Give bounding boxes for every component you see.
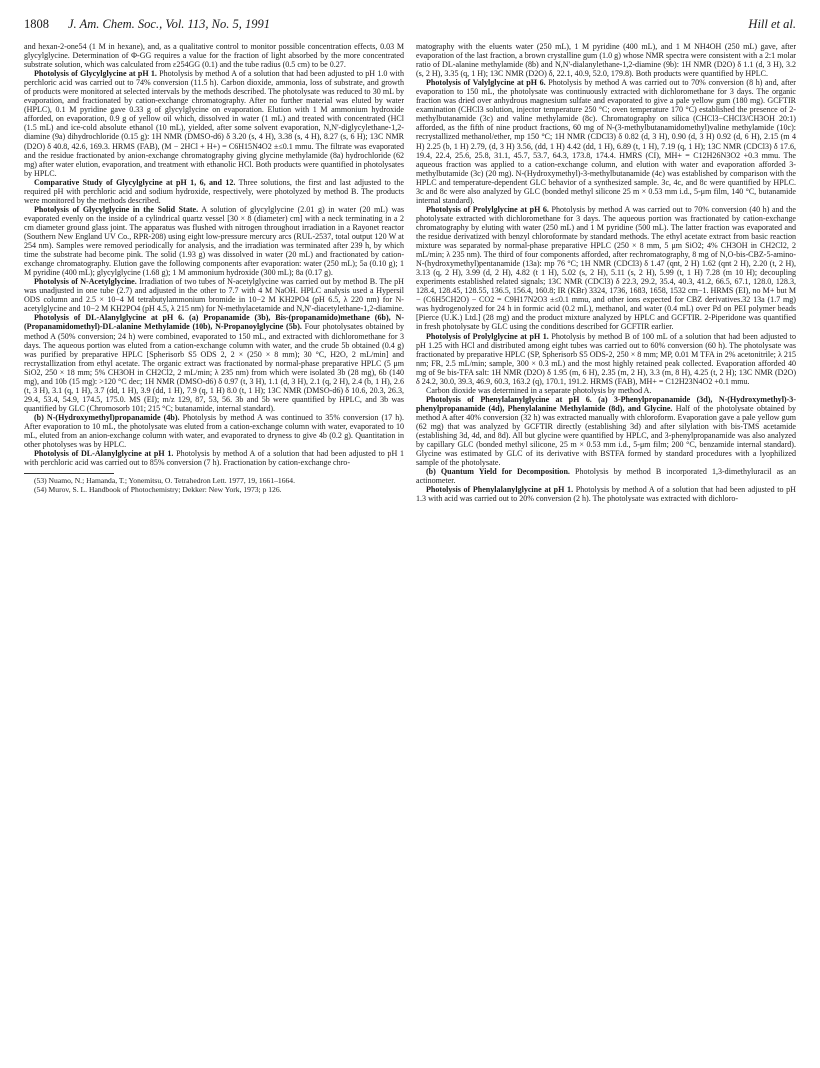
paragraph-text: Three solutions, the first and last adjusted to the required pH with perchloric acid and sodium hydroxide, respectively, were photolyzed by method B. The products were monitored by the methods described. — [24, 177, 404, 205]
paragraph — [24, 313, 404, 413]
paragraph-text: and hexan-2-one54 (1 M in hexane), and, as a qualitative control to monitor possible concentration effects, 0.03 M glycylglycine. Determination of Φ-GG requires a value for the fraction of light absorbed by the more concentrated substrate solution, which was calculated from ε254GG (0.1) and the tube radius (0.5 cm) to be 0.27. — [24, 42, 404, 70]
paragraph — [416, 332, 796, 386]
run-in-heading: Photolysis of Valylglycine at pH 6. — [426, 78, 546, 88]
journal-citation: J. Am. Chem. Soc., Vol. 113, No. 5, 1991 — [68, 17, 270, 31]
run-in-heading: (b) N-(Hydroxymethyl)propanamide (4b). — [34, 412, 180, 422]
paragraph-text: A solution of glycylglycine (2.01 g) in water (20 mL) was evaporated evenly on the inside of a cylindrical quartz vessel [30 × 8 (diameter) cm] with a neck terminating in a 2 cm diameter ground glass joint. The apparatus was flushed with nitrogen throughout irradiation in a Rayonet reactor (Southern New England UV Co., RPR-208) using eight low-pressure mercury arcs (RUL-2537, total output 120 W at 254 nm). Samples were removed periodically for analysis, and the irradiation was terminated after 239 h, by which time the substrate had become pink. The solid (1.93 g) was dissolved in water (20 mL) and fractionated by cation-exchange chromatography. Elution gave the following components after evaporation: water (250 mL); 5a (0.10 g); 1 M pyridine (400 mL); glycylglycine (1.68 g); 1 M ammonium hydroxide (300 mL); 8a (0.17 g). — [24, 204, 404, 278]
page-header — [24, 14, 796, 34]
paragraph-text: Photolysis by method A was continued to 35% conversion (17 h). After evaporation to 10 mL, the photolysate was eluted from a cation-exchange column with water, evaporated to 10 mL, eluted from an anion-exchange column with water, and evaporated to dryness to give 4b (0.2 g). Quantitation in other photolyses was by HPLC. — [24, 412, 405, 450]
paragraph-text: matography with the eluents water (250 mL), 1 M pyridine (400 mL), and 1 M NH4OH (250 mL) gave, after evaporation of the last fraction, a brown crystalline gum (1.0 g) whose NMR spectra were consistent with a 2:1 molar ratio of DL-alanine methylamide (8b) and N,N'-dialanylethane-1,2-diamine (9b): 1H NMR (D2O) δ 1.1 (d, 3 H), 3.2 (s, 2 H), 3.35 (q, 1 H); 13C NMR (D2O) δ, 22.1, 40.9, 52.0, 179.8). Both products were quantified by HPLC. — [416, 42, 796, 79]
paragraph-text: Half of the photolysate obtained by method A after 40% conversion (32 h) was extracted manually with chloroform. Evaporation gave a pale yellow gum (62 mg) that was analyzed by GCFTIR directly (establishing 3d) and after silylation with bis-TMS acetamide (establishing 3d, 4d, and 8d). All but glycine were quantified by HPLC, and 3-phenylpropanamide was also analyzed by capillary GLC (bonded methyl silicone, 25 m × 0.53 mm i.d., 5-μm film; 200 °C, benzamide internal standard). Glycine was estimated by GLC of its derivative with BSTFA formed by standard procedures with a lyophilized sample of the photolysate. — [416, 403, 796, 468]
left-column — [24, 42, 404, 494]
paragraph-text: Photolysis by method A of a solution that had been adjusted to pH 1 with perchloric acid was carried out to 85% conversion (7 h). Fractionation by cation-exchange chro- — [24, 449, 404, 468]
run-in-heading: Photolysis of DL-Alanylglycine at pH 1. — [34, 449, 174, 459]
footnote: (54) Murov, S. L. Handbook of Photochemistry; Dekker: New York, 1973; p 126. — [34, 484, 282, 494]
paragraph — [416, 78, 796, 205]
footnote: (53) Nuamo, N.; Hamanda, T.; Yonemitsu, O. Tetrahedron Lett. 1977, 19, 1661–1664. — [34, 476, 295, 486]
paragraph — [416, 467, 796, 485]
paragraph — [24, 178, 404, 205]
run-in-heading: Photolysis of N-Acetylglycine. — [34, 277, 137, 287]
page-number: 1808 — [24, 17, 49, 31]
paragraph — [416, 205, 796, 332]
run-in-heading: Photolysis of Phenylalanylglycine at pH 1. — [426, 485, 574, 495]
paragraph-text: Four photolysates obtained by method A (50% conversion; 24 h) were combined, evaporated to 150 mL, and extracted with dichloromethane for 3 days. The aqueous portion was eluted from a cation-exchange column with water, and the crude 5b obtained (0.4 g) was purified by preparative HPLC [Spherisorb S5 ODS 2, 2 × (250 × 8 mm); 30 °C, H2O, 2 mL/min] and recrystallization from ethyl acetate. The organic extract was fractionated by normal-phase preparative HPLC (5 μm SiO2, 250 × 18 mm; 5% CH3OH in CH2Cl2, 2 mL/min; λ 235 nm) from which were isolated 3b (28 mg), 6b (140 mg), and 10b (15 mg): >120 °C dec; 1H NMR (DMSO-d6) δ 0.97 (t, 3 H), 1.1 (d, 3 H), 2.1 (q, 2 H), 2.4 (b, 1 H), 2.6 (t, 3 H), 3.1 (q, 1 H), 3.7 (dd, 1 H), 3.9 (dd, 1 H), 7.9 (q, 1 H) 8.0 (t, 1 H); 13C NMR (DMSO-d6) δ 10.6, 20.3, 26.3, 29.4, 53.4, 54.9, 174.5, 175.0. MS (EI); m/z 129, 87, 53, 56. 3b and 5b were quantified by HPLC, and 3b was quantified by GLC (Chromosorb 101; 215 °C; butanamide, internal standard). — [24, 322, 404, 413]
run-in-heading: Photolysis of Glycylglycine at pH 1. — [34, 69, 157, 79]
paragraph-text: Photolysis by method B incorporated 1,3-dimethyluracil as an actinometer. — [416, 467, 796, 486]
run-in-heading: Photolysis of Prolylglycine at pH 6. — [426, 204, 549, 214]
paragraph-text: Carbon dioxide was determined in a separate photolysis by method A. — [426, 385, 652, 395]
run-in-heading: Photolysis of DL-Alanylglycine at pH 6. (a) Propanamide (3b), Bis-(propanamido)methane (6b), N-(Propanamidomethyl)-DL-alanine Methylamide (10b), N-Propanoylglycine (5b). — [24, 313, 404, 332]
paragraph-text: Irradiation of two tubes of N-acetylglycine was carried out by method B. The pH was unadjusted in one tube (2.7) and adjusted in the other to 7.7 with 4 M NaOH. HPLC analysis used a Hypersil ODS column and 2.5 × 10−4 M tetrabutylammonium bromide in 10−2 M KH2PO4 (pH 6.5, λ 220 nm) for N-acetylglycine and 10−2 M KH2PO4 (pH 4.5, λ 215 nm) for N-methylacetamide and N,N'-diacetylethane-1,2-diamine. — [24, 277, 404, 314]
paragraph-text: Photolysis by method A of a solution that had been adjusted to pH 1.0 with perchloric acid was carried out to 74% conversion (11.5 h). Carbon dioxide, ammonia, loss of substrate, and growth of products were monitored at selected intervals by the methods described. The photolysate was reduced to 30 mL by evaporation, and fractionated by cation-exchange chromatography. After no further material was eluted by water (HPLC), 0.1 M pyridine gave 0.33 g of glycylglycine on evaporation. Elution with 1 M ammonium hydroxide afforded, on evaporation, 0.9 g of yellow oil which, dissolved in water (1 mL) and treated with concentrated (HCl (1.5 mL) and ice-cold absolute ethanol (10 mL), yielded, after some solvent evaporation, N,N'-diglycylethane-1,2-diamine (9a) dihydrochloride (0.15 g): 1H NMR (DMSO-d6) δ 3.20 (s, 4 H), 3.38 (s, 4 H), 8.27 (s, 6 H); 13C NMR (D2O) δ 40.8, 42.6, 169.3. HRMS (FAB), (M − 2HCl + H+) = C6H15N4O2 ±≤0.1 mmu. The filtrate was evaporated and the residue fractionated by anion-exchange chromatography giving glycine methylamide (8a) hydrochloride (62 mg) after water elution, evaporation, and treatment with ethanolic HCl. Both products were quantified in photolysates by HPLC. — [24, 69, 404, 178]
paragraph — [416, 485, 796, 503]
right-column — [416, 42, 796, 503]
paragraph — [416, 395, 796, 467]
paragraph-text: Photolysis by method A was carried out to 70% conversion (40 h) and the photolysate extracted with dichloromethane for 3 days. The aqueous portion was fractionated by cation-exchange chromatography by eluting with water (250 mL) and 1 M pyridine (500 mL). The latter fraction was evaporated and the residue derivatized with benzyl chloroformate by standard methods. The ethyl acetate extract from basic reaction mixture was separated by normal-phase preparative HPLC (250 × 8 mm, 5 μm SiO2; 4% CH3OH in CH2Cl2, 2 mL/min; λ 235 nm). The third of four components afforded, after rechromatography, 8 mg of N,O-bis-CBZ-5-amino-N-(hydroxymethyl)pentanamide (13a): mp 76 °C; 1H NMR (CDCl3) δ 1.47 (qnt, 2 H) 1.62 (qnt 2 H), 2.20 (t, 2 H), 3.13 (q, 2 H), 3.99 (d, 2 H), 4.82 (t 1 H), 5.02 (s, 2 H), 5.11 (s, 2 H), 5.99 (t, 1 H) 7.28 (m 10 H); decoupling experiments established related signals; 13C NMR (CDCl3) δ 22.3, 29.2, 35.4, 40.3, 41.2, 66.5, 67.1, 128.0, 128.3, 128.4, 128.45, 128.55, 136.5, 156.4, 160.8; IR (KBr) 3324, 1736, 1683, 1658, 1532 cm−1. HRMS (EI), no M+ but M − (C6H5CH2O) − CO2 = C9H17N2O3 ±≤0.1 mmu, and other ions expected for CBZ derivatives.32 13a (1.7 mg) was hydrogenolyzed for 24 h in formic acid (0.2 mL), methanol, and water (0.4 mL) over Pd on PEI polymer beads [Pierce (U.K.) Ltd.] (28 mg) and the product mixture analyzed by HPLC and GCFTIR. 2-Piperidone was quantified in fresh photolysate by GLC using the conditions described for GCFTIR earlier. — [416, 204, 796, 332]
paragraph — [416, 42, 796, 78]
paragraph — [24, 205, 404, 277]
run-in-heading: (b) Quantum Yield for Decomposition. — [426, 467, 570, 477]
paragraph — [24, 413, 404, 449]
running-authors: Hill et al. — [748, 17, 796, 31]
run-in-heading: Photolysis of Glycylglycine in the Solid State. — [34, 204, 199, 214]
run-in-heading: Photolysis of Phenylalanylglycine at pH 6. (a) 3-Phenylpropanamide (3d), N-(Hydroxymethyl)-3-phenylpropanamide (4d), Phenylalanine Methylamide (8d), and Glycine. — [416, 394, 796, 413]
paragraph-text: Photolysis by method A was carried out to 70% conversion (8 h) and, after evaporation to 150 mL, the photolysate was continuously extracted with dichloromethane for 3 days. The organic fraction was dried over anhydrous magnesium sulfate and evaporated to give a pale yellow gum (180 mg). GCFTIR examination (CHCl3 solution, injector temperature 250 °C; oven temperature 170 °C) established the presence of 2-methylbutanamide (3c) and valine methylamide (8c). Chromatography on silica (CHCl3−CHCl3/CH3OH 20:1) afforded, as the fifth of nine product fractions, 60 mg of N-(3-methylbutanamidomethyl)valine methylamide (10c): recrystallized methanol/ether, mp 150 °C; 1H NMR (CDCl3) δ 0.82 (d, 3 H), 0.90 (d, 3 H) 0.92 (d, 6 H), 2.15 (m 4 H) 2.25 (b, 1 H) 2.79, (d, 3 H) 3.56, (dd, 1 H) 4.42 (dd, 1 H), 6.89 (t, 1 H), 7.19 (q, 1 H); 13C NMR (CDCl3) δ 17.6, 19.4, 22.4, 25.6, 25.8, 31.1, 45.7, 53.7, 64.3, 173.8, 174.4. HMRS (CI), MH+ = C12H26N3O2 +0.3 mmu. The aqueous fraction was applied to a cation-exchange column, and elution with water and evaporation afforded 3-methylbutamide (3c) (20 mg). N-(Hydroxymethyl)-3-methylbutanamide (4c) was established by comparison with the HPLC and temperature-dependent GLC behavior of a synthesized sample. 3c, 4c, and 8c were quantified by HPLC. 3c and 8c were also analyzed by GLC (bonded methyl silicone 25 m × 0.53 mm i.d., 5-μm film, 140 °C, butanamide internal standard). — [416, 78, 796, 205]
paragraph-text: Photolysis by method A of a solution that had been adjusted to pH 1.3 with acid was carried out to 20% conversion (2 h). The photolysate was extracted with dichloro- — [416, 485, 796, 504]
paragraph — [24, 449, 404, 467]
paragraph — [24, 69, 404, 178]
paragraph — [24, 277, 404, 313]
run-in-heading: Comparative Study of Glycylglycine at pH 1, 6, and 12. — [34, 177, 236, 187]
run-in-heading: Photolysis of Prolylglycine at pH 1. — [426, 331, 549, 341]
paragraph — [24, 42, 404, 69]
paragraph — [416, 386, 796, 395]
footnote-rule — [24, 473, 114, 474]
paragraph-text: Photolysis by method B of 100 mL of a solution that had been adjusted to pH 1.25 with HCl and distributed among eight tubes was carried out to 60% conversion (60 h). The photolysate was fractionated by preparative HPLC (SP, Spherisorb S5 ODS-2, 250 × 8 mm; MP, 0.01 M TFA in 2% acetonitrile; λ 215 nm; FR, 2.5 mL/min; sample, 300 × 0.3 mL) and the most highly retained peak collected. Evaporation afforded 40 mg of 9e bis-TFA salt: 1H NMR (D2O) δ 1.95 (m, 6 H), 2.35 (m, 2 H), 3.3 (m, 8 H), 4.25 (t, 2 H); 13C NMR (D2O) δ 24.2, 30.0, 39.3, 46.9, 60.3, 163.2 (q), 170.1, 191.2. HRMS (FAB), MH+ = C12H23N4O2 +0.1 mmu. — [416, 331, 796, 386]
